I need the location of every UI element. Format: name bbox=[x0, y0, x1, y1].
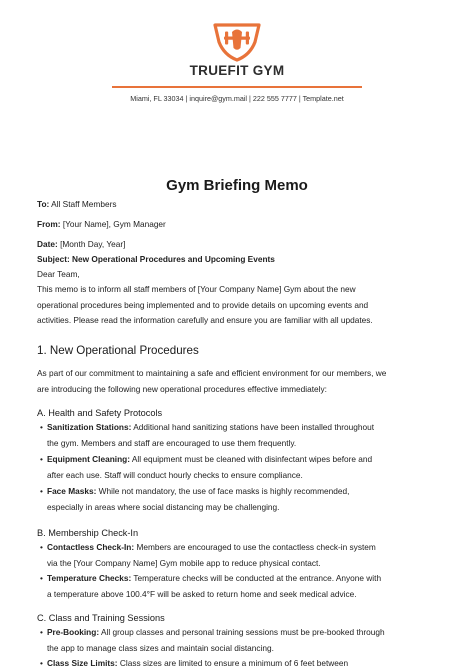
item-text: Temperature checks will be conducted at the entrance. Anyone with bbox=[133, 573, 382, 583]
item-text: especially in areas where social distancing may be challenging. bbox=[47, 501, 280, 512]
gym-shield-logo-icon bbox=[210, 22, 264, 62]
item-text: Additional hand sanitizing stations have been installed throughout bbox=[133, 422, 374, 432]
from-value: [Your Name], Gym Manager bbox=[62, 219, 166, 229]
subject-line bbox=[37, 254, 275, 264]
item-text: after each use. Staff will conduct hourly checks to ensure compliance. bbox=[47, 469, 303, 480]
intro-line: operational procedures being implemented and to provide details on upcoming events and bbox=[37, 299, 369, 310]
item-text: a temperature above 100.4°F will be asked to return home and seek medical advice. bbox=[47, 588, 357, 599]
item-text: the app to manage class sizes and maintain social distancing. bbox=[47, 642, 274, 653]
section-intro-line: are introducing the following new operational procedures effective immediately: bbox=[37, 383, 327, 394]
intro-line: activities. Please read the information carefully and ensure you are familiar with all updates. bbox=[37, 315, 373, 325]
section-heading: 1. New Operational Procedures bbox=[37, 344, 199, 357]
item-label: Face Masks: bbox=[47, 486, 97, 496]
to-line bbox=[37, 199, 116, 209]
section-intro-line: As part of our commitment to maintaining a safe and efficient environment for our members, we bbox=[37, 368, 387, 378]
subject-text: Subject: New Operational Procedures and Upcoming Events bbox=[37, 254, 275, 264]
item-text: via the [Your Company Name] Gym mobile app to reduce physical contact. bbox=[47, 557, 321, 568]
list-item bbox=[40, 540, 435, 571]
bullet-dot-icon: • bbox=[40, 658, 43, 668]
item-text: Members are encouraged to use the contactless check-in system bbox=[136, 542, 376, 552]
bullet-dot-icon: • bbox=[40, 542, 43, 552]
subsection-heading: C. Class and Training Sessions bbox=[37, 613, 165, 623]
date-line bbox=[37, 239, 125, 249]
item-label: Sanitization Stations: bbox=[47, 422, 132, 432]
date-value: [Month Day, Year] bbox=[60, 239, 126, 249]
bullet-dot-icon: • bbox=[40, 422, 43, 432]
list-item bbox=[40, 420, 435, 451]
item-text: the gym. Members and staff are encouraged to use them frequently. bbox=[47, 437, 297, 448]
item-label: Equipment Cleaning: bbox=[47, 454, 130, 464]
from-line bbox=[37, 219, 166, 229]
item-text: While not mandatory, the use of face masks is highly recommended, bbox=[98, 486, 350, 496]
greeting: Dear Team, bbox=[37, 269, 80, 279]
from-label: From: bbox=[37, 219, 61, 229]
item-label: Contactless Check-In: bbox=[47, 542, 135, 552]
list-item bbox=[40, 656, 435, 671]
list-item bbox=[40, 484, 435, 515]
section-intro-paragraph bbox=[37, 366, 435, 397]
item-text: All equipment must be cleaned with disinfectant wipes before and bbox=[131, 454, 373, 464]
to-value: All Staff Members bbox=[51, 199, 117, 209]
intro-paragraph bbox=[37, 282, 435, 329]
item-label: Pre-Booking: bbox=[47, 627, 100, 637]
list-item bbox=[40, 571, 435, 602]
bullet-dot-icon: • bbox=[40, 573, 43, 583]
bullet-dot-icon: • bbox=[40, 454, 43, 464]
list-item bbox=[40, 625, 435, 656]
date-label: Date: bbox=[37, 239, 58, 249]
contact-line: Miami, FL 33034 | inquire@gym.mail | 222 555 7777 | Template.net bbox=[130, 94, 344, 103]
header-divider bbox=[112, 86, 362, 88]
bullet-dot-icon: • bbox=[40, 627, 43, 637]
brand-name: TRUEFIT GYM bbox=[189, 63, 285, 78]
memo-title: Gym Briefing Memo bbox=[166, 177, 308, 194]
subsection-heading: A. Health and Safety Protocols bbox=[37, 408, 163, 418]
bullet-dot-icon: • bbox=[40, 486, 43, 496]
subsection-heading: B. Membership Check-In bbox=[37, 528, 139, 538]
item-text: All group classes and personal training sessions must be pre-booked through bbox=[100, 627, 385, 637]
item-label: Temperature Checks: bbox=[47, 573, 132, 583]
list-item bbox=[40, 452, 435, 483]
to-label: To: bbox=[37, 199, 50, 209]
intro-line: This memo is to inform all staff members of [Your Company Name] Gym about the new bbox=[37, 284, 356, 294]
item-text: Class sizes are limited to ensure a minimum of 6 feet between bbox=[119, 658, 349, 668]
item-label: Class Size Limits: bbox=[47, 658, 118, 668]
